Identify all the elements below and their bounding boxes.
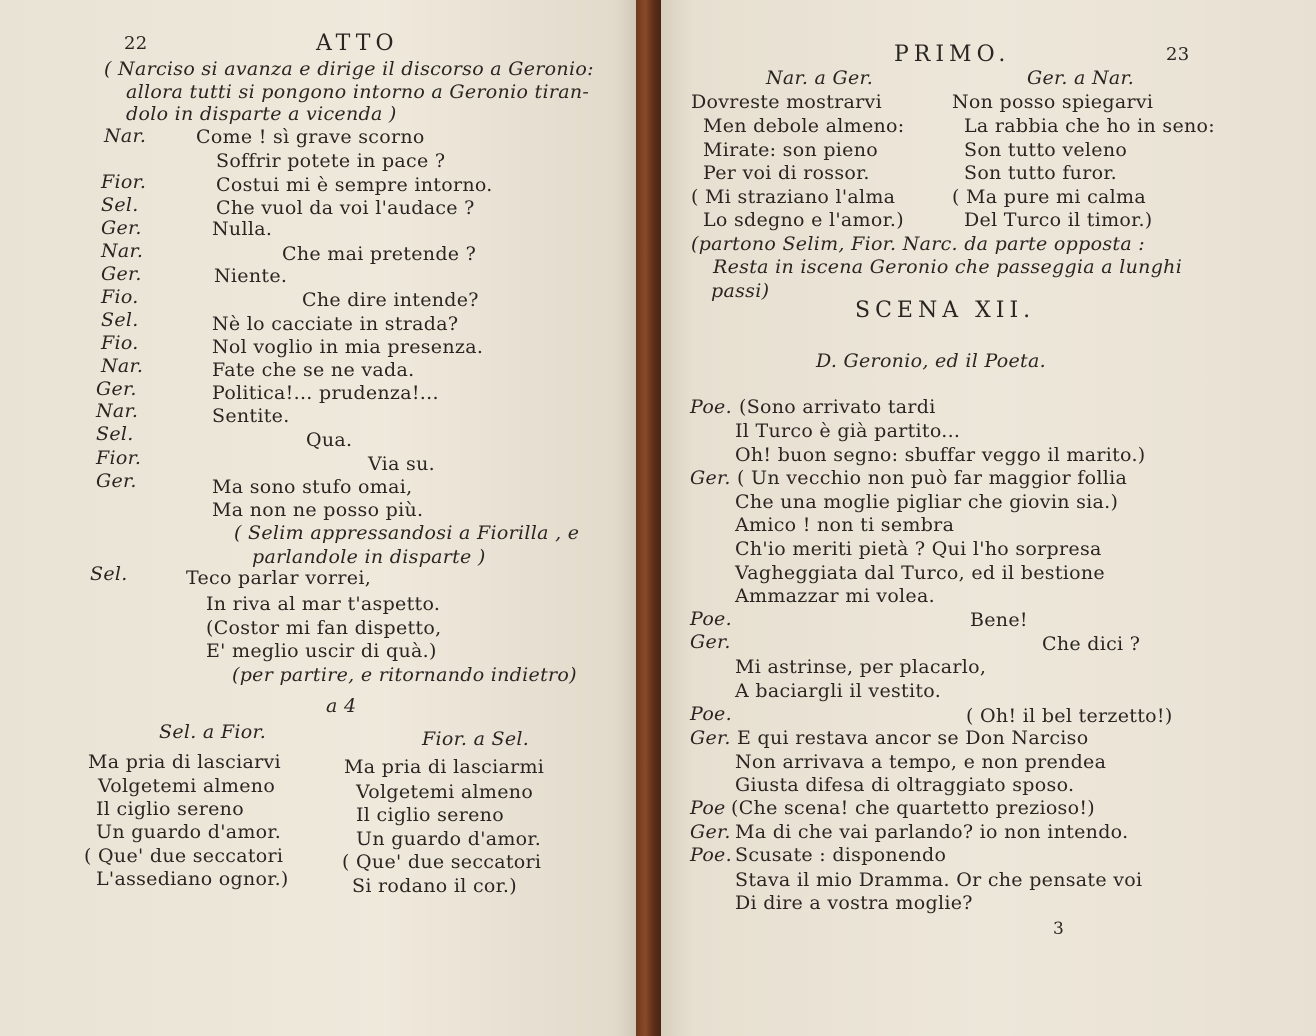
stage-direction: dolo in disparte a vicenda ) bbox=[126, 103, 397, 125]
verse-line: Volgetemi almeno bbox=[356, 781, 534, 803]
verse-line: Ma sono stufo omai, bbox=[212, 476, 413, 498]
speaker-label: Nar. bbox=[104, 125, 147, 147]
verse-line: Non posso spiegarvi bbox=[952, 91, 1154, 113]
verse-line: (Che scena! che quartetto prezioso!) bbox=[731, 797, 1095, 819]
speaker-label: Ger. bbox=[96, 378, 137, 400]
speaker-label: Poe. bbox=[690, 396, 732, 418]
speaker-label: Poe bbox=[690, 797, 726, 819]
verse-line: Nè lo cacciate in strada? bbox=[212, 313, 459, 335]
running-header: PRIMO. bbox=[894, 42, 1011, 67]
stage-direction: (per partire, e ritornando indietro) bbox=[232, 664, 577, 686]
scene-title: SCENA XII. bbox=[855, 298, 1036, 323]
speaker-label: Ger. bbox=[690, 727, 731, 749]
verse-line: L'assediano ognor.) bbox=[96, 868, 289, 890]
verse-line: Bene! bbox=[970, 609, 1028, 631]
verse-line: Ch'io meriti pietà ? Qui l'ho sorpresa bbox=[735, 538, 1102, 560]
verse-line: Amico ! non ti sembra bbox=[735, 514, 955, 536]
verse-line: Dovreste mostrarvi bbox=[691, 91, 882, 113]
page-number: 22 bbox=[124, 33, 148, 54]
speaker-label: Ger. bbox=[690, 821, 731, 843]
verse-line: Di dire a vostra moglie? bbox=[735, 892, 973, 914]
speaker-label: Sel. bbox=[90, 563, 128, 585]
verse-line: In riva al mar t'aspetto. bbox=[206, 593, 441, 615]
speaker-label: Ger. bbox=[96, 470, 137, 492]
speaker-label: Nar. bbox=[101, 355, 144, 377]
speaker-label: Fior. bbox=[101, 171, 147, 193]
verse-line: Mi astrinse, per placarlo, bbox=[735, 656, 987, 678]
verse-line: Giusta difesa di oltraggiato sposo. bbox=[735, 774, 1075, 796]
stage-direction: allora tutti si pongono intorno a Geronio tiran- bbox=[126, 81, 590, 103]
verse-line: Ma di che vai parlando? io non intendo. bbox=[735, 821, 1129, 843]
scene-characters: D. Geronio, ed il Poeta. bbox=[816, 350, 1046, 372]
speaker-label: Ger. bbox=[101, 263, 142, 285]
running-header: ATTO bbox=[316, 31, 399, 56]
verse-line: (Sono arrivato tardi bbox=[739, 396, 936, 418]
speaker-label: Fior. bbox=[96, 447, 142, 469]
verse-line: Che una moglie pigliar che giovin sia.) bbox=[735, 491, 1119, 513]
stage-direction: parlandole in disparte ) bbox=[252, 546, 486, 568]
verse-line: E' meglio uscir di quà.) bbox=[206, 640, 437, 662]
verse-line: Il ciglio sereno bbox=[96, 798, 244, 820]
ensemble-label: a 4 bbox=[326, 695, 357, 717]
speaker-label: Ger. bbox=[690, 631, 731, 653]
quartet-heading-right: Fior. a Sel. bbox=[422, 728, 530, 750]
verse-line: Si rodano il cor.) bbox=[352, 875, 517, 897]
verse-line: Un guardo d'amor. bbox=[356, 828, 542, 850]
verse-line: Fate che se ne vada. bbox=[212, 359, 415, 381]
verse-line: Nulla. bbox=[212, 218, 273, 240]
left-page bbox=[0, 0, 640, 1036]
verse-line: Ma non ne posso più. bbox=[212, 499, 424, 521]
verse-line: Via su. bbox=[368, 453, 435, 475]
speaker-label: Sel. bbox=[96, 423, 134, 445]
signature-mark: 3 bbox=[1053, 919, 1065, 939]
verse-line: A baciargli il vestito. bbox=[735, 680, 942, 702]
speaker-label: Poe. bbox=[690, 703, 732, 725]
verse-line: Oh! buon segno: sbuffar veggo il marito.) bbox=[735, 444, 1146, 466]
speaker-label: Fio. bbox=[101, 286, 139, 308]
stage-direction: ( Selim appressandosi a Fiorilla , e bbox=[234, 522, 580, 544]
verse-line: ( Ma pure mi calma bbox=[952, 186, 1146, 208]
stage-direction: (partono Selim, Fior. Narc. da parte opposta : bbox=[691, 233, 1145, 255]
speaker-label: Sel. bbox=[101, 309, 139, 331]
verse-line: Stava il mio Dramma. Or che pensate voi bbox=[735, 869, 1143, 891]
verse-line: Niente. bbox=[214, 265, 288, 287]
verse-line: Ma pria di lasciarmi bbox=[344, 756, 545, 778]
speaker-label: Poe. bbox=[690, 608, 732, 630]
verse-line: Teco parlar vorrei, bbox=[186, 567, 372, 589]
verse-line: ( Oh! il bel terzetto!) bbox=[966, 705, 1173, 727]
verse-line: Nol voglio in mia presenza. bbox=[212, 336, 484, 358]
verse-line: (Costor mi fan dispetto, bbox=[206, 617, 442, 639]
verse-line: Non arrivava a tempo, e non prendea bbox=[735, 751, 1107, 773]
verse-line: Scusate : disponendo bbox=[735, 844, 947, 866]
verse-line: Ammazzar mi volea. bbox=[735, 585, 935, 607]
verse-line: Che dici ? bbox=[1042, 633, 1141, 655]
right-page bbox=[661, 0, 1316, 1036]
verse-line: ( Que' due seccatori bbox=[84, 845, 284, 867]
verse-line: Mirate: son pieno bbox=[703, 139, 878, 161]
verse-line: ( Que' due seccatori bbox=[342, 851, 542, 873]
verse-line: Il Turco è già partito... bbox=[735, 420, 961, 442]
verse-line: ( Un vecchio non può far maggior follia bbox=[737, 467, 1128, 489]
verse-line: Men debole almeno: bbox=[703, 115, 905, 137]
verse-line: Che mai pretende ? bbox=[282, 243, 477, 265]
stage-direction: ( Narciso si avanza e dirige il discorso a Geronio: bbox=[104, 58, 594, 80]
speaker-label: Nar. bbox=[101, 240, 144, 262]
verse-line: Un guardo d'amor. bbox=[96, 821, 282, 843]
speaker-label: Ger. bbox=[690, 467, 731, 489]
verse-line: Come ! sì grave scorno bbox=[196, 126, 425, 148]
duet-heading-right: Ger. a Nar. bbox=[1027, 67, 1135, 89]
verse-line: Il ciglio sereno bbox=[356, 804, 504, 826]
verse-line: Son tutto furor. bbox=[964, 162, 1117, 184]
verse-line: Del Turco il timor.) bbox=[964, 209, 1153, 231]
verse-line: ( Mi straziano l'alma bbox=[691, 186, 896, 208]
speaker-label: Ger. bbox=[101, 217, 142, 239]
verse-line: E qui restava ancor se Don Narciso bbox=[737, 727, 1089, 749]
verse-line: Costui mi è sempre intorno. bbox=[216, 174, 493, 196]
verse-line: Per voi di rossor. bbox=[703, 162, 870, 184]
verse-line: Politica!... prudenza!... bbox=[212, 382, 439, 404]
verse-line: Che vuol da voi l'audace ? bbox=[216, 197, 475, 219]
speaker-label: Fio. bbox=[101, 332, 139, 354]
speaker-label: Poe. bbox=[690, 844, 732, 866]
quartet-heading-left: Sel. a Fior. bbox=[159, 721, 267, 743]
verse-line: Lo sdegno e l'amor.) bbox=[703, 209, 904, 231]
verse-line: Che dire intende? bbox=[302, 289, 479, 311]
duet-heading-left: Nar. a Ger. bbox=[766, 67, 874, 89]
verse-line: Volgetemi almeno bbox=[98, 775, 276, 797]
speaker-label: Nar. bbox=[96, 400, 139, 422]
page-number: 23 bbox=[1166, 44, 1190, 65]
verse-line: Vagheggiata dal Turco, ed il bestione bbox=[735, 562, 1105, 584]
verse-line: Sentite. bbox=[212, 405, 290, 427]
verse-line: Qua. bbox=[306, 429, 353, 451]
verse-line: Soffrir potete in pace ? bbox=[216, 150, 446, 172]
verse-line: Son tutto veleno bbox=[964, 139, 1128, 161]
stage-direction: passi) bbox=[711, 280, 770, 302]
speaker-label: Sel. bbox=[101, 194, 139, 216]
verse-line: Ma pria di lasciarvi bbox=[88, 751, 281, 773]
stage-direction: Resta in iscena Geronio che passeggia a lunghi bbox=[713, 256, 1183, 278]
verse-line: La rabbia che ho in seno: bbox=[964, 115, 1215, 137]
